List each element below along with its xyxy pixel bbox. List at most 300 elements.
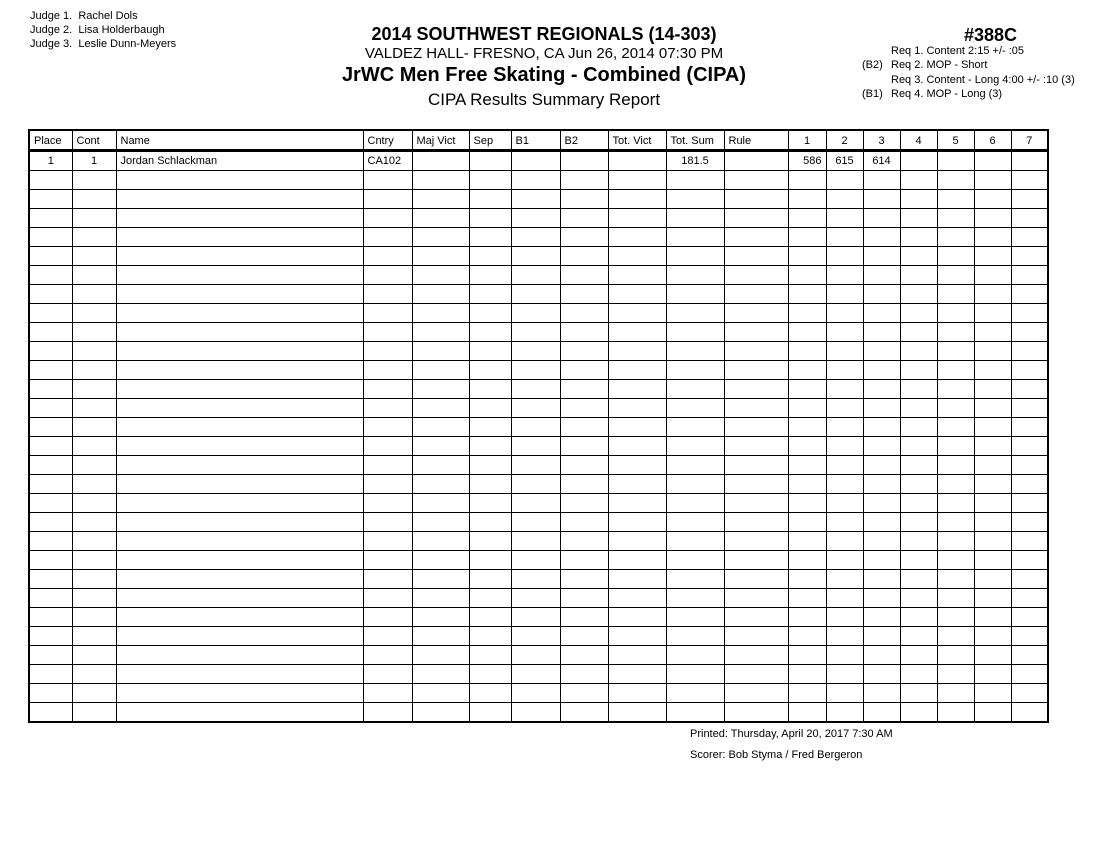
cell-empty — [29, 304, 72, 323]
cell-judge-7 — [1011, 151, 1048, 171]
cell-empty — [788, 418, 826, 437]
cell-empty — [511, 247, 560, 266]
cell-empty — [937, 285, 974, 304]
cell-empty — [363, 304, 412, 323]
cell-empty — [511, 456, 560, 475]
cell-empty — [511, 703, 560, 723]
cell-empty — [608, 627, 666, 646]
cell-empty — [826, 228, 863, 247]
cell-empty — [724, 532, 788, 551]
cell-empty — [724, 494, 788, 513]
cell-empty — [826, 589, 863, 608]
cell-empty — [666, 361, 724, 380]
cell-empty — [608, 665, 666, 684]
cell-empty — [937, 570, 974, 589]
cell-empty — [826, 247, 863, 266]
cell-empty — [826, 532, 863, 551]
cell-empty — [826, 551, 863, 570]
cell-empty — [560, 494, 608, 513]
cell-judge-3: 614 — [863, 151, 900, 171]
cell-empty — [29, 380, 72, 399]
cell-empty — [560, 190, 608, 209]
cell-empty — [788, 456, 826, 475]
cell-empty — [1011, 171, 1048, 190]
cell-empty — [560, 589, 608, 608]
cell-empty — [974, 608, 1011, 627]
cell-empty — [1011, 589, 1048, 608]
cell-empty — [788, 608, 826, 627]
cell-empty — [469, 171, 511, 190]
cell-empty — [937, 342, 974, 361]
table-row-empty — [29, 342, 1048, 361]
cell-empty — [788, 570, 826, 589]
cell-empty — [72, 608, 116, 627]
cell-empty — [724, 437, 788, 456]
cell-empty — [900, 342, 937, 361]
cell-empty — [511, 209, 560, 228]
cell-empty — [937, 456, 974, 475]
cell-empty — [29, 266, 72, 285]
cell-maj-vict — [412, 151, 469, 171]
cell-empty — [974, 703, 1011, 723]
cell-empty — [412, 551, 469, 570]
cell-empty — [666, 380, 724, 399]
cell-empty — [412, 494, 469, 513]
table-header-row — [29, 130, 1048, 151]
cell-empty — [412, 380, 469, 399]
cell-empty — [863, 342, 900, 361]
cell-empty — [608, 703, 666, 723]
cell-empty — [863, 570, 900, 589]
cell-empty — [974, 589, 1011, 608]
cell-empty — [788, 380, 826, 399]
cell-empty — [1011, 266, 1048, 285]
cell-empty — [363, 475, 412, 494]
cell-empty — [29, 665, 72, 684]
table-row-empty — [29, 266, 1048, 285]
cell-empty — [560, 646, 608, 665]
cell-empty — [937, 494, 974, 513]
cell-empty — [826, 646, 863, 665]
cell-empty — [937, 304, 974, 323]
cell-empty — [608, 228, 666, 247]
cell-empty — [724, 551, 788, 570]
col-name: Name — [116, 130, 363, 151]
cell-empty — [788, 513, 826, 532]
cell-empty — [29, 475, 72, 494]
table-row-empty — [29, 513, 1048, 532]
cell-empty — [900, 703, 937, 723]
cell-empty — [363, 570, 412, 589]
cell-empty — [29, 228, 72, 247]
judge-2: Judge 2. Lisa Holderbaugh — [30, 24, 165, 36]
cell-empty — [29, 361, 72, 380]
cell-empty — [412, 665, 469, 684]
cell-empty — [608, 494, 666, 513]
cell-empty — [863, 209, 900, 228]
cell-empty — [900, 551, 937, 570]
cell-empty — [863, 266, 900, 285]
cell-empty — [788, 494, 826, 513]
cell-empty — [412, 475, 469, 494]
cell-empty — [608, 437, 666, 456]
cell-empty — [72, 190, 116, 209]
cell-empty — [974, 380, 1011, 399]
col-cntry: Cntry — [363, 130, 412, 151]
cell-empty — [900, 608, 937, 627]
cell-empty — [412, 342, 469, 361]
cell-empty — [724, 171, 788, 190]
cell-empty — [826, 418, 863, 437]
cell-empty — [1011, 646, 1048, 665]
cell-empty — [412, 703, 469, 723]
cell-empty — [116, 589, 363, 608]
cell-empty — [863, 475, 900, 494]
cell-empty — [511, 285, 560, 304]
table-row-empty — [29, 171, 1048, 190]
cell-empty — [900, 646, 937, 665]
cell-empty — [724, 323, 788, 342]
cell-empty — [1011, 532, 1048, 551]
table-row-empty — [29, 247, 1048, 266]
cell-empty — [1011, 285, 1048, 304]
cell-empty — [608, 570, 666, 589]
cell-empty — [469, 437, 511, 456]
cell-empty — [511, 646, 560, 665]
cell-empty — [826, 190, 863, 209]
cell-judge-4 — [900, 151, 937, 171]
cell-empty — [863, 494, 900, 513]
cell-empty — [826, 399, 863, 418]
cell-empty — [900, 456, 937, 475]
cell-empty — [511, 570, 560, 589]
cell-empty — [974, 570, 1011, 589]
cell-empty — [900, 228, 937, 247]
col-sep: Sep — [469, 130, 511, 151]
cell-empty — [72, 247, 116, 266]
cell-empty — [469, 646, 511, 665]
cell-empty — [900, 285, 937, 304]
cell-empty — [469, 418, 511, 437]
judge-3: Judge 3. Leslie Dunn-Meyers — [30, 38, 177, 50]
cell-empty — [724, 627, 788, 646]
cell-empty — [72, 665, 116, 684]
cell-empty — [826, 323, 863, 342]
cell-empty — [511, 551, 560, 570]
cell-empty — [788, 475, 826, 494]
cell-empty — [826, 627, 863, 646]
cell-judge-1: 586 — [788, 151, 826, 171]
report-title: CIPA Results Summary Report — [427, 90, 661, 109]
cell-empty — [116, 285, 363, 304]
cell-empty — [29, 171, 72, 190]
cell-empty — [937, 532, 974, 551]
cell-empty — [666, 228, 724, 247]
cell-empty — [116, 190, 363, 209]
cell-empty — [724, 190, 788, 209]
cell-empty — [560, 627, 608, 646]
cell-empty — [412, 684, 469, 703]
cell-empty — [469, 684, 511, 703]
cell-empty — [560, 513, 608, 532]
cell-empty — [788, 361, 826, 380]
table-row-empty — [29, 684, 1048, 703]
cell-empty — [937, 475, 974, 494]
cell-empty — [826, 342, 863, 361]
cell-empty — [72, 380, 116, 399]
cell-empty — [116, 304, 363, 323]
scorer-line: Scorer: Bob Styma / Fred Bergeron — [690, 749, 863, 761]
cell-empty — [826, 570, 863, 589]
printed-timestamp: Printed: Thursday, April 20, 2017 7:30 AM — [690, 728, 893, 740]
cell-empty — [826, 665, 863, 684]
cell-empty — [116, 171, 363, 190]
cell-empty — [29, 209, 72, 228]
cell-empty — [29, 513, 72, 532]
col-judge-4: 4 — [900, 130, 937, 151]
cell-empty — [666, 494, 724, 513]
cell-empty — [724, 475, 788, 494]
cell-empty — [724, 418, 788, 437]
cell-empty — [863, 304, 900, 323]
cell-empty — [412, 399, 469, 418]
cell-empty — [974, 361, 1011, 380]
cell-empty — [724, 228, 788, 247]
cell-empty — [116, 646, 363, 665]
cell-empty — [900, 494, 937, 513]
cell-empty — [974, 209, 1011, 228]
cell-empty — [29, 190, 72, 209]
cell-empty — [826, 608, 863, 627]
cell-empty — [116, 684, 363, 703]
cell-empty — [900, 247, 937, 266]
cell-empty — [666, 532, 724, 551]
cell-empty — [863, 190, 900, 209]
cell-empty — [469, 266, 511, 285]
cell-empty — [469, 551, 511, 570]
cell-empty — [363, 342, 412, 361]
cell-empty — [511, 171, 560, 190]
cell-empty — [608, 532, 666, 551]
cell-empty — [974, 190, 1011, 209]
cell-empty — [863, 684, 900, 703]
cell-empty — [116, 380, 363, 399]
cell-empty — [608, 456, 666, 475]
table-row-empty — [29, 570, 1048, 589]
cell-empty — [560, 323, 608, 342]
cell-empty — [974, 437, 1011, 456]
cell-empty — [412, 608, 469, 627]
cell-empty — [72, 570, 116, 589]
cell-empty — [1011, 456, 1048, 475]
cell-empty — [974, 551, 1011, 570]
cell-empty — [724, 589, 788, 608]
cell-empty — [608, 304, 666, 323]
cell-empty — [937, 646, 974, 665]
cell-empty — [608, 589, 666, 608]
cell-empty — [116, 570, 363, 589]
cell-empty — [1011, 608, 1048, 627]
cell-empty — [469, 209, 511, 228]
cell-empty — [608, 190, 666, 209]
cell-empty — [974, 665, 1011, 684]
cell-empty — [560, 304, 608, 323]
cell-empty — [900, 361, 937, 380]
cell-empty — [900, 665, 937, 684]
cell-empty — [363, 266, 412, 285]
cell-empty — [826, 475, 863, 494]
cell-empty — [1011, 494, 1048, 513]
cell-empty — [724, 456, 788, 475]
cell-empty — [29, 684, 72, 703]
cell-empty — [511, 361, 560, 380]
cell-empty — [666, 209, 724, 228]
cell-empty — [608, 361, 666, 380]
cell-tot-vict — [608, 151, 666, 171]
cell-empty — [724, 380, 788, 399]
cell-empty — [511, 475, 560, 494]
cell-empty — [666, 266, 724, 285]
cell-empty — [974, 418, 1011, 437]
cell-empty — [666, 171, 724, 190]
cell-empty — [608, 608, 666, 627]
cell-empty — [826, 513, 863, 532]
cell-empty — [363, 627, 412, 646]
table-row-empty — [29, 494, 1048, 513]
cell-empty — [666, 456, 724, 475]
cell-empty — [937, 589, 974, 608]
cell-empty — [788, 190, 826, 209]
cell-empty — [788, 627, 826, 646]
cell-empty — [116, 627, 363, 646]
cell-empty — [666, 342, 724, 361]
cell-empty — [724, 399, 788, 418]
venue-line: VALDEZ HALL- FRESNO, CA Jun 26, 2014 07:30 PM — [364, 45, 724, 62]
cell-empty — [363, 589, 412, 608]
table-row-empty — [29, 646, 1048, 665]
cell-empty — [72, 437, 116, 456]
cell-b1 — [511, 151, 560, 171]
cell-empty — [29, 608, 72, 627]
cell-empty — [974, 494, 1011, 513]
cell-empty — [469, 608, 511, 627]
col-cont: Cont — [72, 130, 116, 151]
table-row-empty — [29, 228, 1048, 247]
cell-empty — [1011, 551, 1048, 570]
cell-empty — [72, 475, 116, 494]
cell-empty — [788, 228, 826, 247]
cell-empty — [666, 665, 724, 684]
cell-empty — [788, 551, 826, 570]
cell-empty — [937, 323, 974, 342]
cell-empty — [363, 209, 412, 228]
cell-empty — [724, 608, 788, 627]
cell-empty — [72, 703, 116, 723]
cell-empty — [363, 513, 412, 532]
requirements-list — [862, 44, 1075, 101]
cell-empty — [863, 665, 900, 684]
cell-empty — [363, 646, 412, 665]
table-row-empty — [29, 589, 1048, 608]
cell-empty — [412, 247, 469, 266]
cell-empty — [863, 456, 900, 475]
cell-empty — [363, 608, 412, 627]
cell-empty — [363, 247, 412, 266]
cell-empty — [469, 190, 511, 209]
cell-empty — [974, 266, 1011, 285]
table-row-empty — [29, 323, 1048, 342]
cell-empty — [937, 437, 974, 456]
cell-empty — [29, 456, 72, 475]
cell-empty — [863, 513, 900, 532]
table-row-empty — [29, 475, 1048, 494]
cell-empty — [511, 228, 560, 247]
cell-empty — [363, 380, 412, 399]
cell-empty — [469, 361, 511, 380]
cell-empty — [116, 551, 363, 570]
cell-empty — [826, 703, 863, 723]
cell-empty — [560, 285, 608, 304]
cell-empty — [469, 323, 511, 342]
cell-empty — [826, 171, 863, 190]
cell-empty — [469, 570, 511, 589]
cell-empty — [937, 513, 974, 532]
cell-empty — [560, 399, 608, 418]
cell-empty — [1011, 209, 1048, 228]
cell-empty — [560, 703, 608, 723]
cell-empty — [412, 171, 469, 190]
cell-empty — [608, 380, 666, 399]
cell-empty — [608, 323, 666, 342]
cell-empty — [900, 266, 937, 285]
cell-empty — [560, 418, 608, 437]
col-rule: Rule — [724, 130, 788, 151]
cell-empty — [974, 399, 1011, 418]
cell-empty — [666, 570, 724, 589]
cell-empty — [363, 494, 412, 513]
cell-empty — [363, 532, 412, 551]
cell-empty — [72, 285, 116, 304]
cell-empty — [72, 646, 116, 665]
cell-empty — [29, 494, 72, 513]
cell-empty — [363, 361, 412, 380]
cell-empty — [900, 323, 937, 342]
cell-empty — [974, 475, 1011, 494]
cell-empty — [937, 418, 974, 437]
cell-empty — [72, 627, 116, 646]
cell-empty — [863, 418, 900, 437]
cell-empty — [412, 361, 469, 380]
cell-empty — [788, 285, 826, 304]
cell-empty — [363, 665, 412, 684]
table-row — [29, 151, 1048, 171]
col-judge-7: 7 — [1011, 130, 1048, 151]
cell-empty — [937, 190, 974, 209]
cell-empty — [937, 608, 974, 627]
cell-empty — [666, 418, 724, 437]
cell-empty — [363, 456, 412, 475]
cell-empty — [469, 228, 511, 247]
cell-empty — [469, 456, 511, 475]
col-tot-sum: Tot. Sum — [666, 130, 724, 151]
cell-empty — [724, 570, 788, 589]
cell-empty — [863, 437, 900, 456]
cell-empty — [72, 266, 116, 285]
cell-empty — [511, 418, 560, 437]
cell-empty — [666, 646, 724, 665]
cell-empty — [29, 532, 72, 551]
cell-empty — [469, 475, 511, 494]
